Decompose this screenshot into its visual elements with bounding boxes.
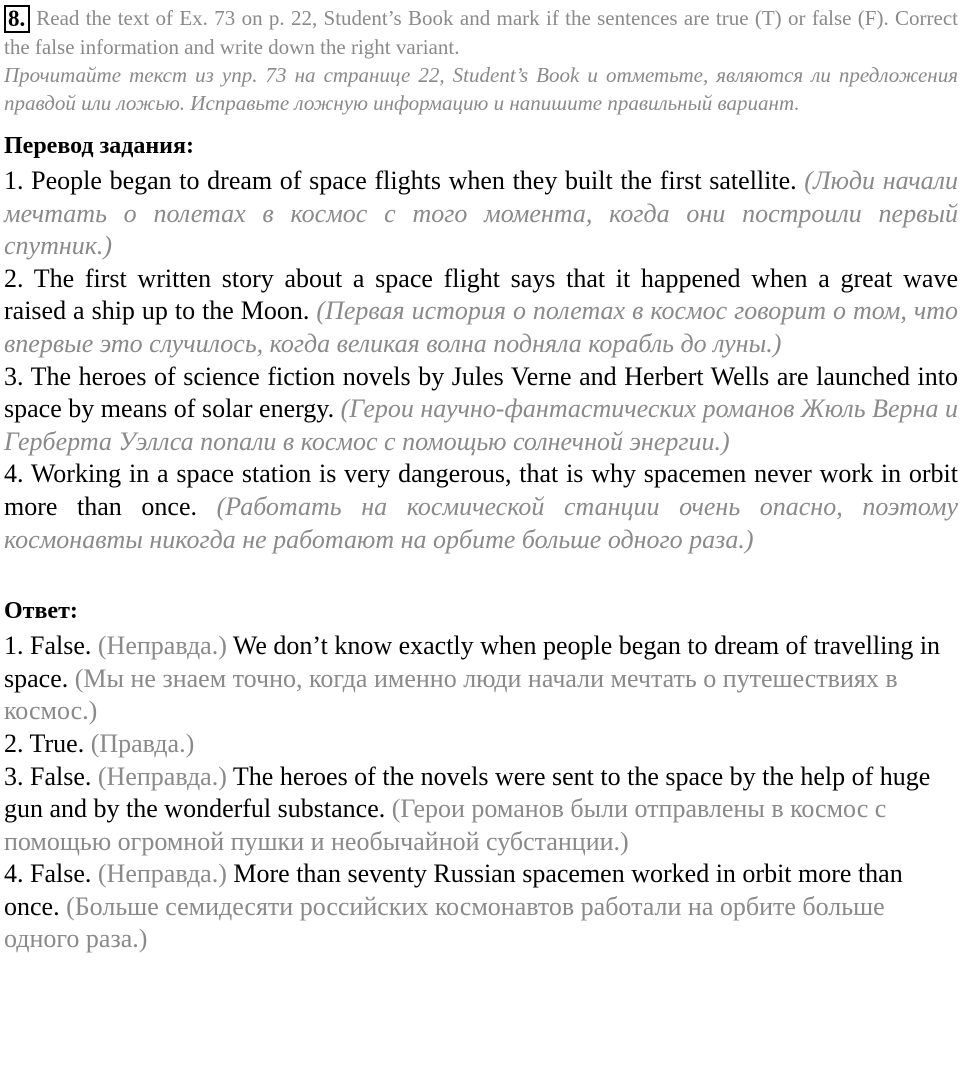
answer-list bbox=[4, 630, 958, 956]
task-block bbox=[4, 4, 958, 117]
statement-translation: (Работать на космической станции очень опасно, поэтому космонавты никогда не работают на орбите больше одного раза.) bbox=[4, 491, 959, 554]
translation-item-1 bbox=[4, 165, 958, 263]
answer-verdict: 4. False. bbox=[4, 859, 92, 889]
answer-translation: (Герои романов были отправлены в космос с помощью огромной пушки и необычайной субстанции.) bbox=[4, 794, 887, 856]
translation-item-3 bbox=[4, 361, 958, 459]
statement-translation: (Первая история о полетах в космос говорит о том, что впервые это случилось, когда великая волна подняла корабль до луны.) bbox=[4, 296, 959, 358]
answer-translation: (Мы не знаем точно, когда именно люди начали мечтать о путешествиях в космос.) bbox=[4, 663, 898, 726]
answer-verdict: 1. False. bbox=[4, 631, 92, 661]
statement-text: 4. Working in a space station is very dangerous, that is why spacemen never work in orbit more than once. bbox=[4, 459, 958, 521]
task-number-badge: 8. bbox=[4, 5, 30, 33]
answer-text: The heroes of the novels were sent to the space by the help of huge gun and by the wonderful substance. bbox=[4, 761, 931, 824]
answer-verdict-translation: (Неправда.) bbox=[97, 859, 227, 889]
statement-text: 3. The heroes of science fiction novels by Jules Verne and Herbert Wells are launched into space by means of solar energy. bbox=[4, 361, 958, 424]
document-page bbox=[4, 0, 958, 956]
statement-translation: (Люди начали мечтать о полетах в космос с того момента, когда они построили первый спутник.) bbox=[4, 166, 958, 261]
translation-item-2 bbox=[4, 263, 958, 361]
answer-item-4 bbox=[4, 858, 958, 956]
task-instruction-ru: Прочитайте текст из упр. 73 на странице 22, Student’s Book и отметьте, являются ли предложения правдой или ложью. Исправьте ложную информацию и напишите правильный вариант. bbox=[4, 63, 958, 115]
statement-text: 1. People began to dream of space flights when they built the first satellite. bbox=[4, 166, 797, 195]
answer-verdict: 3. False. bbox=[4, 761, 92, 791]
answer-verdict-translation: (Правда.) bbox=[90, 728, 195, 758]
translation-item-4 bbox=[4, 458, 958, 556]
answer-verdict-translation: (Неправда.) bbox=[97, 631, 227, 661]
answer-item-1 bbox=[4, 630, 958, 728]
translation-heading: Перевод задания: bbox=[4, 133, 194, 159]
answer-verdict-translation: (Неправда.) bbox=[97, 761, 227, 791]
statement-text: 2. The first written story about a space flight says that it happened when a great wave raised a ship up to the Moon. bbox=[4, 263, 958, 326]
answer-translation: (Больше семидесяти российских космонавтов работали на орбите больше одного раза.) bbox=[4, 891, 885, 954]
answer-text: We don’t know exactly when people began to dream of travelling in space. bbox=[4, 631, 941, 693]
task-instruction-en: Read the text of Ex. 73 on p. 22, Student’s Book and mark if the sentences are true (T) or false (F). Correct the false information and write down the right variant. bbox=[4, 6, 958, 59]
answer-verdict: 2. True. bbox=[4, 728, 85, 758]
answer-text: More than seventy Russian spacemen worked in orbit more than once. bbox=[4, 859, 903, 921]
answer-item-2 bbox=[4, 728, 958, 761]
translation-list bbox=[4, 165, 958, 556]
answer-item-3 bbox=[4, 761, 958, 859]
answer-heading: Ответ: bbox=[4, 598, 78, 625]
section-spacer bbox=[4, 556, 958, 582]
statement-translation: (Герои научно-фантастических романов Жюль Верна и Герберта Уэллса попали в космос с помощью солнечной энергии.) bbox=[4, 394, 958, 456]
